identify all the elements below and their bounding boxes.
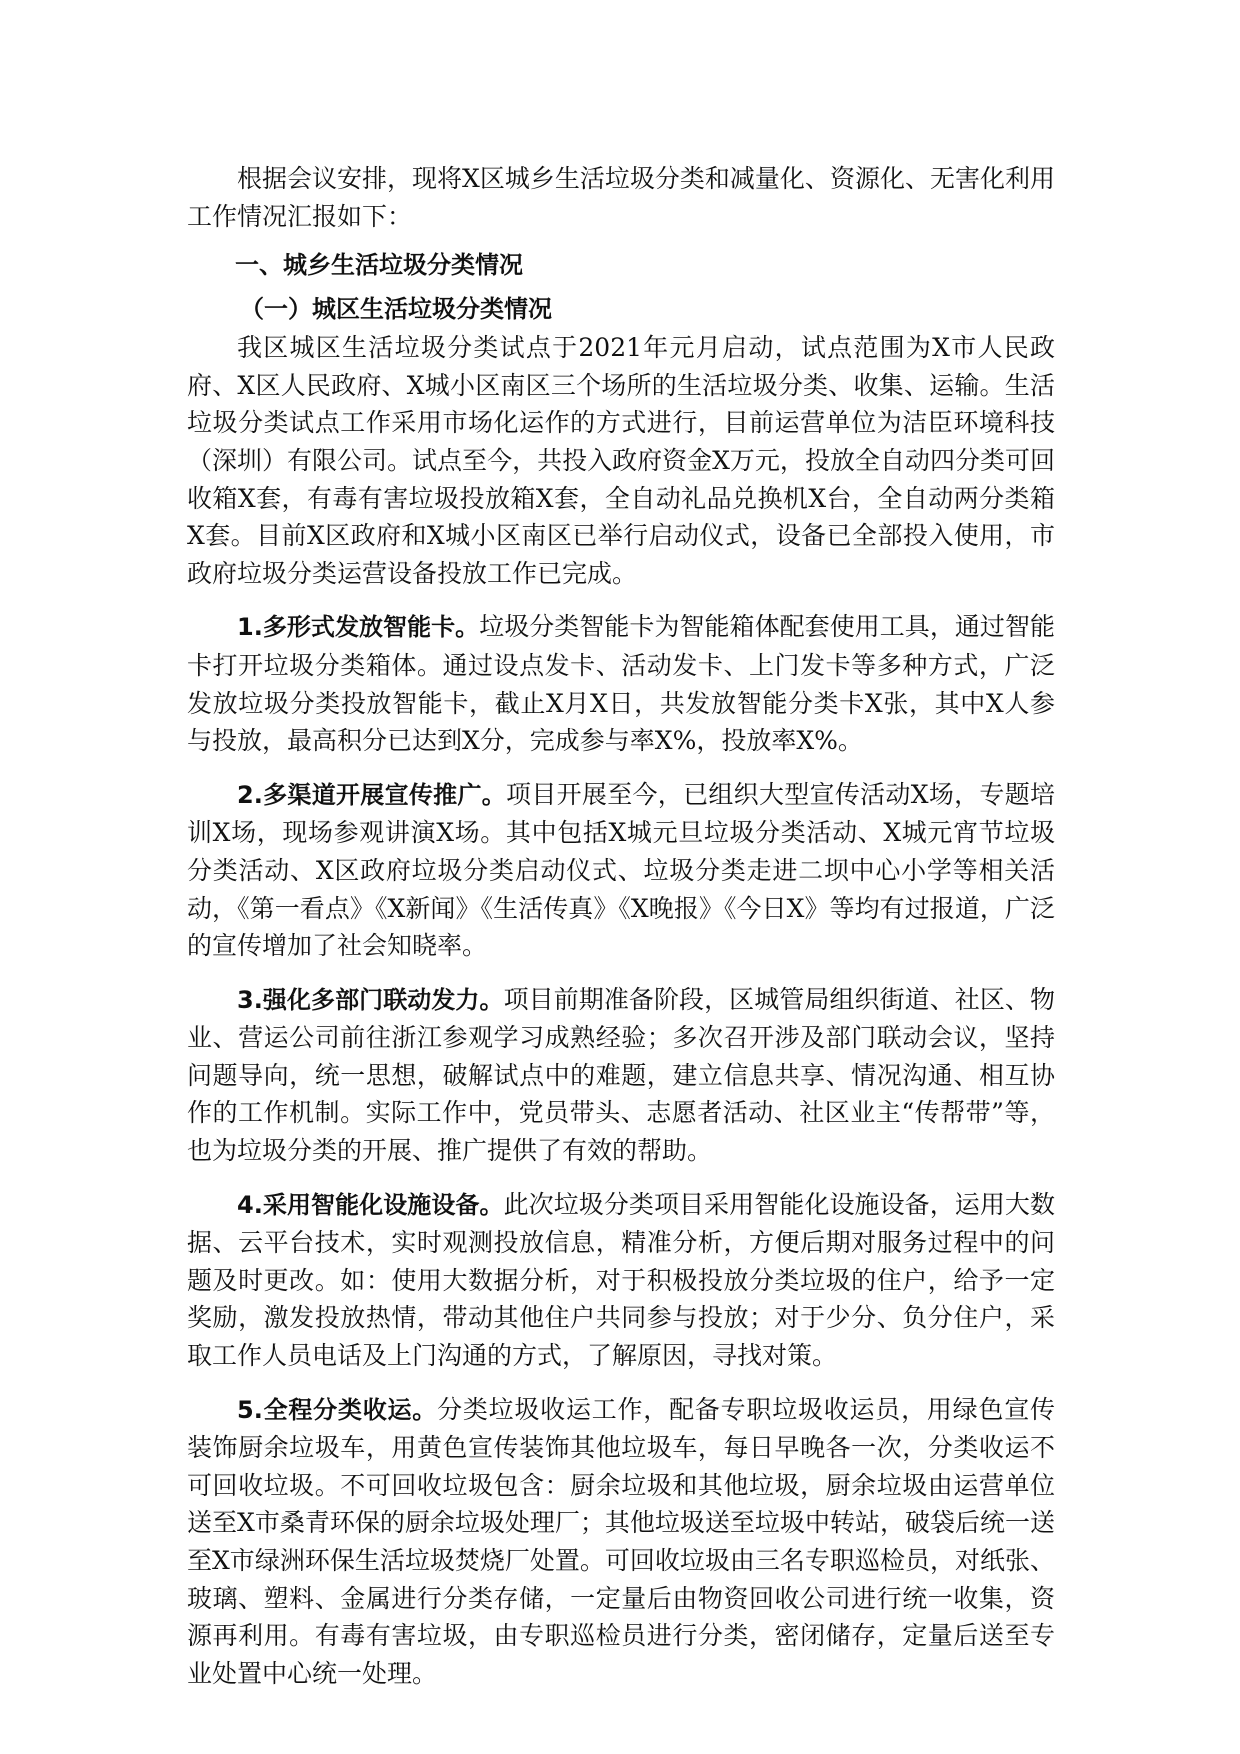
item-body: 垃圾分类智能卡为智能箱体配套使用工具，通过智能卡打开垃圾分类箱体。通过设点发卡、活动发卡、上门发卡等多种方式，广泛发放垃圾分类投放智能卡，截止X月X日，共发放智能分类卡X张，其中X人参与投放，最高积分已达到X分，完成参与率X%，投放率X%。	[187, 612, 1055, 756]
item-lead: 1.多形式发放智能卡。	[237, 613, 480, 642]
intro-paragraph: 根据会议安排，现将X区城乡生活垃圾分类和减量化、资源化、无害化利用工作情况汇报如下：	[187, 164, 1055, 231]
item-lead: 5.全程分类收运。	[237, 1395, 438, 1424]
item-lead: 2.多渠道开展宣传推广。	[237, 780, 507, 809]
item-body: 项目前期准备阶段，区城管局组织街道、社区、物业、营运公司前往浙江参观学习成熟经验；多次召开涉及部门联动会议，坚持问题导向，统一思想，破解试点中的难题，建立信息共享、情况沟通、相互协作的工作机制。实际工作中，党员带头、志愿者活动、社区业主“传帮带”等，也为垃圾分类的开展、推广提供了有效的帮助。	[187, 984, 1055, 1166]
item-body: 项目开展至今，已组织大型宣传活动X场，专题培训X场，现场参观讲演X场。其中包括X城元旦垃圾分类活动、X城元宵节垃圾分类活动、X区政府垃圾分类启动仪式、垃圾分类走进二坝中心小学等相关活动，《第一看点》《X新闻》《生活传真》《X晚报》《今日X》等均有过报道，广泛的宣传增加了社会知晓率。	[187, 779, 1055, 961]
section-heading: 一、城乡生活垃圾分类情况	[235, 251, 523, 280]
list-item	[187, 608, 1055, 759]
subsection-body: 我区城区生活垃圾分类试点于2021年元月启动，试点范围为X市人民政府、X区人民政府、X城小区南区三个场所的生活垃圾分类、收集、运输。生活垃圾分类试点工作采用市场化运作的方式进行，目前运营单位为洁臣环境科技（深圳）有限公司。试点至今，共投入政府资金X万元，投放全自动四分类可回收箱X套，有毒有害垃圾投放箱X套，全自动礼品兑换机X台，全自动两分类箱X套。目前X区政府和X城小区南区已举行启动仪式，设备已全部投入使用，市政府垃圾分类运营设备投放工作已完成。	[187, 333, 1055, 588]
list-item	[187, 981, 1055, 1170]
item-body: 分类垃圾收运工作，配备专职垃圾收运员，用绿色宣传装饰厨余垃圾车，用黄色宣传装饰其他垃圾车，每日早晚各一次，分类收运不可回收垃圾。不可回收垃圾包含：厨余垃圾和其他垃圾，厨余垃圾由运营单位送至X市桑青环保的厨余垃圾处理厂；其他垃圾送至垃圾中转站，破袋后统一送至X市绿洲环保生活垃圾焚烧厂处置。可回收垃圾由三名专职巡检员，对纸张、玻璃、塑料、金属进行分类存储，一定量后由物资回收公司进行统一收集，资源再利用。有毒有害垃圾，由专职巡检员进行分类，密闭储存，定量后送至专业处置中心统一处理。	[187, 1394, 1055, 1688]
list-item	[187, 1186, 1055, 1375]
document-page	[187, 160, 1055, 1692]
list-item	[187, 776, 1055, 965]
item-lead: 4.采用智能化设施设备。	[237, 1190, 504, 1219]
item-lead: 3.强化多部门联动发力。	[237, 985, 504, 1014]
list-item	[187, 1391, 1055, 1693]
item-body: 此次垃圾分类项目采用智能化设施设备，运用大数据、云平台技术，实时观测投放信息，精准分析，方便后期对服务过程中的问题及时更改。如：使用大数据分析，对于积极投放分类垃圾的住户，给予一定奖励，激发投放热情，带动其他住户共同参与投放；对于少分、负分住户，采取工作人员电话及上门沟通的方式，了解原因，寻找对策。	[187, 1189, 1055, 1371]
subsection-heading: （一）城区生活垃圾分类情况	[240, 295, 552, 324]
